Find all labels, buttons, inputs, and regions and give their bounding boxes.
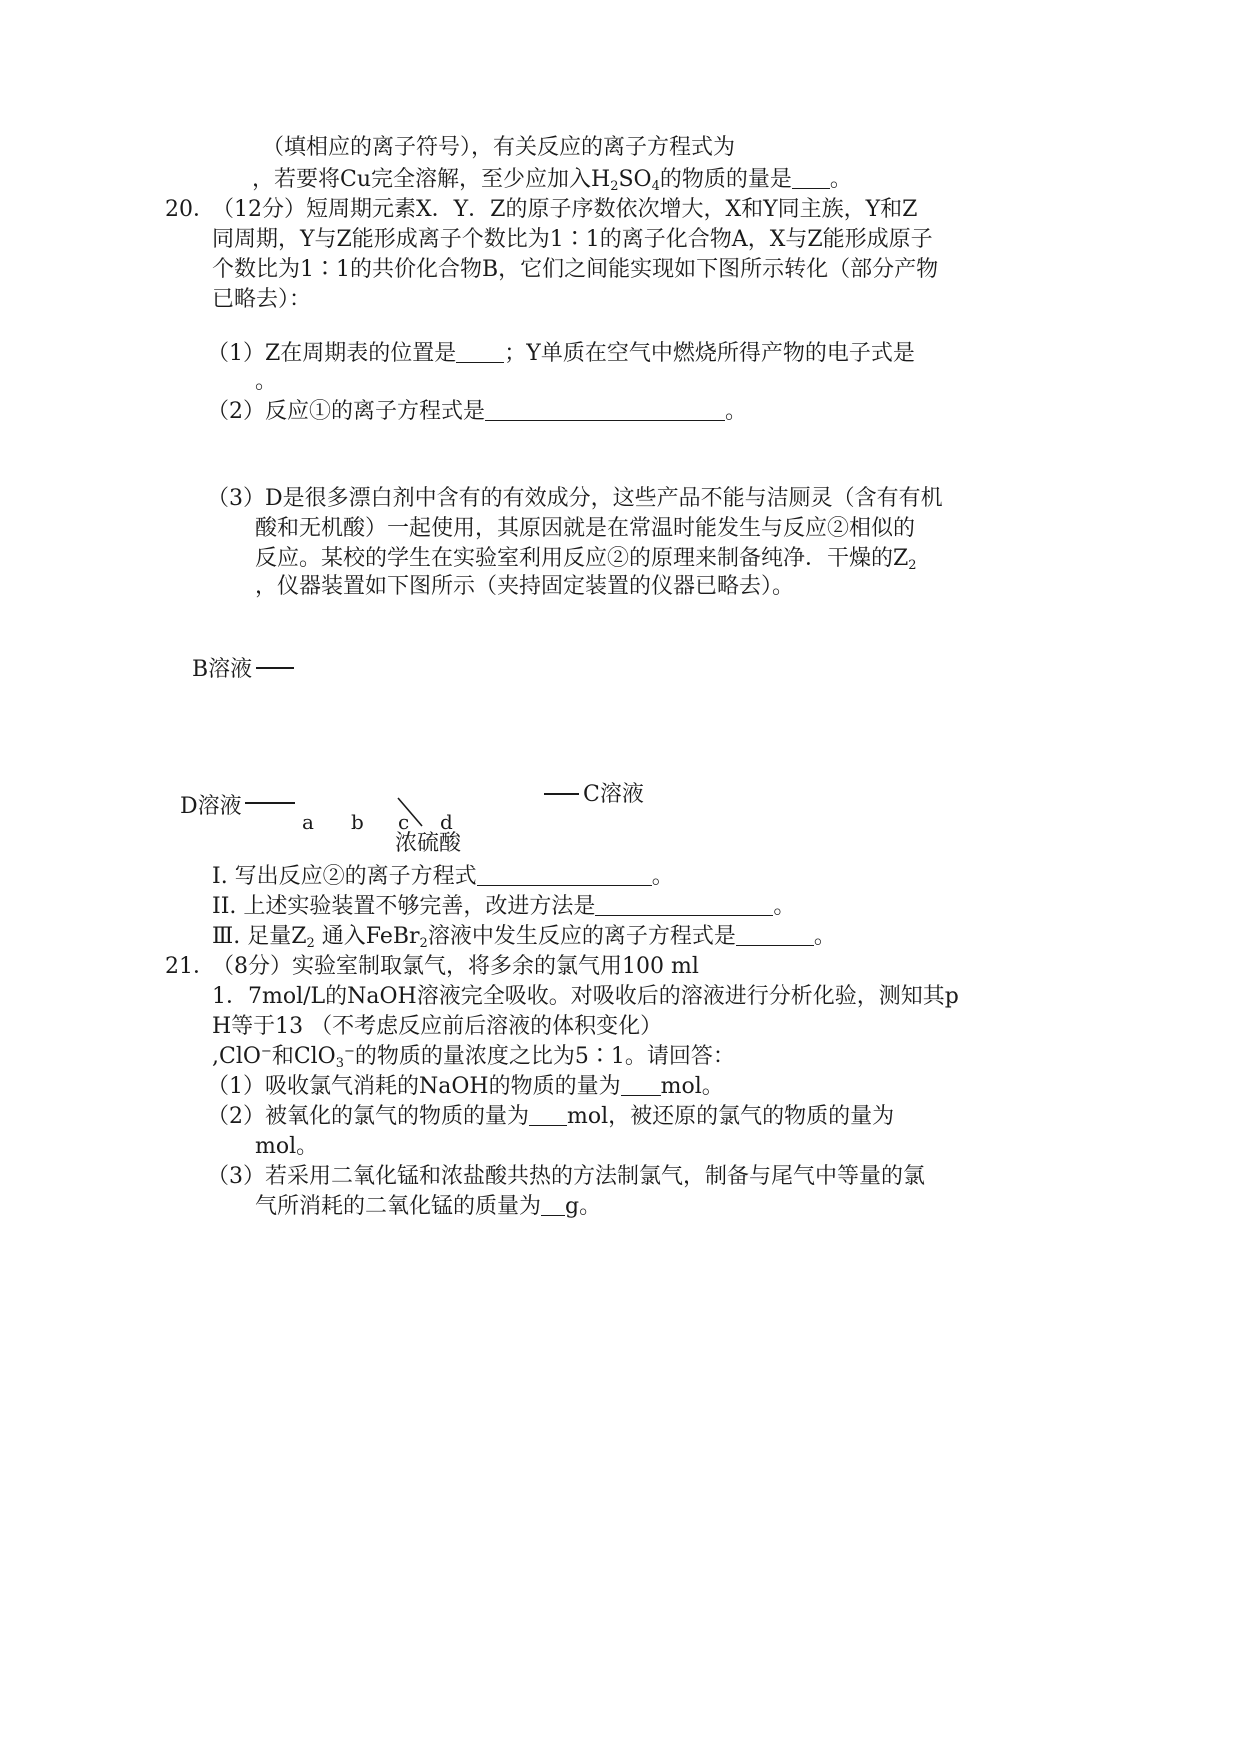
diagram-label-d-solution: D溶液: [180, 794, 242, 819]
diagram-leader-line: [256, 667, 294, 669]
q20-part-3-line-1: （3）D是很多漂白剂中含有的有效成分，这些产品不能与洁厕灵（含有有机: [207, 486, 943, 511]
q21-stem-line-4: ,ClO−和ClO$_3$−的物质的量浓度之比为5∶1。请回答：: [212, 1044, 735, 1071]
q20-part-3-line-4: ，仪器装置如下图所示（夹持固定装置的仪器已略去）。: [255, 574, 795, 599]
q21-part-1: （1）吸收氯气消耗的NaOH的物质的量为 mol。: [207, 1074, 724, 1099]
intro-line-2: ，若要将Cu完全溶解，至少应加入$H_2SO_4$的物质的量是 。: [252, 167, 852, 194]
q21-stem-line-3: H等于13 （不考虑反应前后溶液的体积变化）: [212, 1014, 663, 1039]
diagram-label-b-solution: B溶液: [192, 657, 253, 682]
intro-line-1: （填相应的离子符号），有关反应的离子方程式为: [262, 135, 736, 160]
diagram-label-conc-sulfuric-acid: 浓硫酸: [395, 831, 462, 856]
diagram-leader-line: [245, 802, 295, 804]
q20-part-1: （1）Z在周期表的位置是 ；Y单质在空气中燃烧所得产物的电子式是: [207, 341, 915, 366]
q21-stem-line-1: （8分）实验室制取氯气，将多余的氯气用100 ml: [212, 954, 699, 979]
answer-blank[interactable]: [529, 1103, 567, 1126]
q21-number: 21．: [165, 954, 215, 979]
diagram-label-a: a: [302, 810, 314, 834]
q20-part-2: （2）反应①的离子方程式是 。: [207, 399, 748, 424]
q21-part-2: （2）被氧化的氯气的物质的量为 mol，被还原的氯气的物质的量为: [207, 1104, 895, 1129]
answer-blank[interactable]: [621, 1073, 661, 1096]
diagram-label-b: b: [351, 810, 364, 834]
q20-stem-line-2: 同周期，Y与Z能形成离子个数比为1∶1的离子化合物A，X与Z能形成原子: [212, 227, 933, 252]
q20-part-3-line-3: 反应。某校的学生在实验室利用反应②的原理来制备纯净．干燥的$Z_2$: [255, 546, 917, 573]
q20-stem-line-4: 已略去）：: [212, 287, 312, 312]
q21-part-3-line-2: 气所消耗的二氧化锰的质量为 g。: [255, 1194, 602, 1219]
answer-blank[interactable]: [456, 340, 504, 363]
q20-stem-line-1: （12分）短周期元素X．Y．Z的原子序数依次增大，X和Y同主族，Y和Z: [212, 197, 918, 222]
q20-number: 20．: [165, 197, 215, 222]
q20-sub-II: II. 上述实验装置不够完善，改进方法是 。: [212, 894, 796, 919]
q21-part-2-end: mol。: [255, 1134, 319, 1159]
q20-part-1-end: 。: [255, 369, 278, 394]
answer-blank[interactable]: [595, 893, 773, 916]
answer-blank[interactable]: [736, 923, 814, 946]
diagram-leader-line: [544, 793, 579, 795]
diagram-label-c: c: [398, 810, 410, 834]
q20-stem-line-3: 个数比为1∶1的共价化合物B，它们之间能实现如下图所示转化（部分产物: [212, 257, 939, 282]
q21-part-3-line-1: （3）若采用二氧化锰和浓盐酸共热的方法制氯气，制备与尾气中等量的氯: [207, 1164, 925, 1189]
q20-part-3-line-2: 酸和无机酸）一起使用，其原因就是在常温时能发生与反应②相似的: [255, 516, 916, 541]
diagram-pointer-line: [396, 796, 426, 830]
diagram-label-d: d: [440, 810, 453, 834]
answer-blank[interactable]: [541, 1193, 565, 1216]
answer-blank[interactable]: [792, 166, 830, 189]
q20-sub-I: I. 写出反应②的离子方程式 。: [212, 864, 674, 889]
answer-blank[interactable]: [477, 863, 652, 886]
q20-sub-III: Ⅲ. 足量$Z_2$ 通入FeBr$_2$溶液中发生反应的离子方程式是 。: [212, 924, 836, 951]
q21-stem-line-2: 1．7mol/L的NaOH溶液完全吸收。对吸收后的溶液进行分析化验，测知其p: [212, 984, 959, 1009]
diagram-label-c-solution: C溶液: [583, 782, 644, 807]
answer-blank[interactable]: [485, 398, 725, 421]
